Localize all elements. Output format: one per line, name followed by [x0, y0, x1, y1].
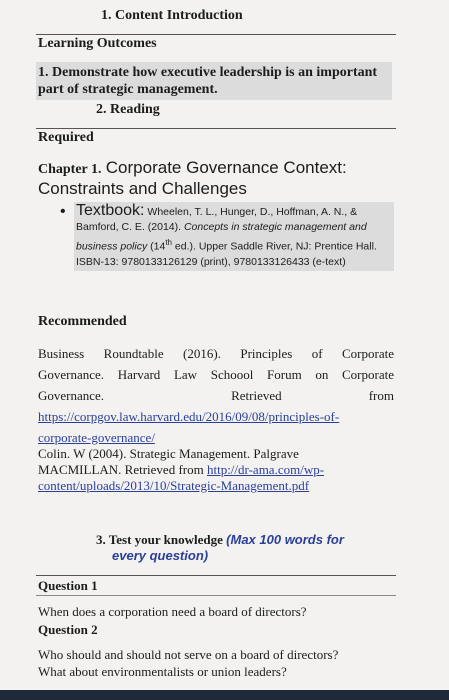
reference-word: Retrieved: [231, 388, 282, 403]
divider: [36, 595, 396, 596]
textbook-label: Textbook:: [76, 202, 145, 219]
required-title: Required: [38, 130, 94, 145]
reference-line: Business Roundtable (2016). Principles of Corporate: [38, 346, 394, 361]
reference-link-harvard[interactable]: https://corpgov.law.harvard.edu/2016/09/08/principles-of-: [38, 409, 340, 424]
divider: [36, 575, 396, 576]
question-2-text-cont: What about environmentalists or union leaders?: [38, 664, 287, 679]
question-1-text: When does a corporation need a board of directors?: [38, 604, 307, 619]
chapter-name: Corporate Governance Context: Constraints and Challenges: [38, 158, 347, 198]
textbook-edition-sup: th: [165, 238, 172, 247]
question-2-text: Who should and should not serve on a board of directors?: [38, 647, 339, 662]
textbook-publication: ed.). Upper Saddle River, NJ: Prentice Hall. ISBN-13: 9780133126129 (print), 9780133126433 (e-text): [76, 240, 377, 268]
test-heading-main: 3. Test your knowledge: [96, 532, 223, 547]
question-1-title: Question 1: [38, 578, 98, 593]
reference-line: [38, 462, 324, 478]
textbook-reference: [74, 202, 394, 271]
chapter-title: [38, 158, 398, 198]
textbook-title: Concepts in strategic management and business policy: [76, 221, 367, 253]
reference-link-drama-cont[interactable]: content/uploads/2013/10/Strategic-Management.pdf: [38, 478, 310, 493]
chapter-prefix: Chapter 1.: [38, 162, 102, 177]
question-2-title: Question 2: [38, 622, 98, 637]
reference-text: MACMILLAN. Retrieved from: [38, 462, 204, 477]
bullet-icon: •: [60, 203, 66, 220]
section-heading-test-knowledge: [96, 532, 396, 548]
reference-word: Governance.: [38, 388, 105, 403]
bottom-edge: [0, 690, 449, 700]
reference-line: [38, 386, 394, 405]
learning-outcomes-title: Learning Outcomes: [38, 36, 157, 51]
reference-link-harvard-cont[interactable]: corporate-governance/: [38, 430, 155, 445]
divider: [36, 128, 396, 129]
test-heading-note: (Max 100 words for: [226, 532, 344, 547]
learning-outcome-item: 1. Demonstrate how executive leadership is an important part of strategic management.: [36, 62, 392, 100]
divider: [36, 34, 396, 35]
reference-word: from: [368, 388, 394, 403]
reference-link-drama[interactable]: http://dr-ama.com/wp-: [206, 462, 325, 477]
reference-line: Colin. W (2004). Strategic Management. Palgrave: [38, 446, 299, 461]
textbook-authors: Wheelen, T. L., Hunger, D., Hoffman, A. N., & Bamford, C. E. (2014).: [76, 206, 358, 233]
test-heading-note-cont: every question): [112, 548, 209, 563]
recommended-title: Recommended: [38, 314, 127, 329]
section-heading-reading: 2. Reading: [96, 102, 160, 117]
reference-line: Governance. Harvard Law Schoool Forum on Corporate: [38, 367, 394, 382]
section-heading-content-introduction: 1. Content Introduction: [101, 8, 243, 23]
textbook-edition-open: (14: [150, 240, 166, 253]
